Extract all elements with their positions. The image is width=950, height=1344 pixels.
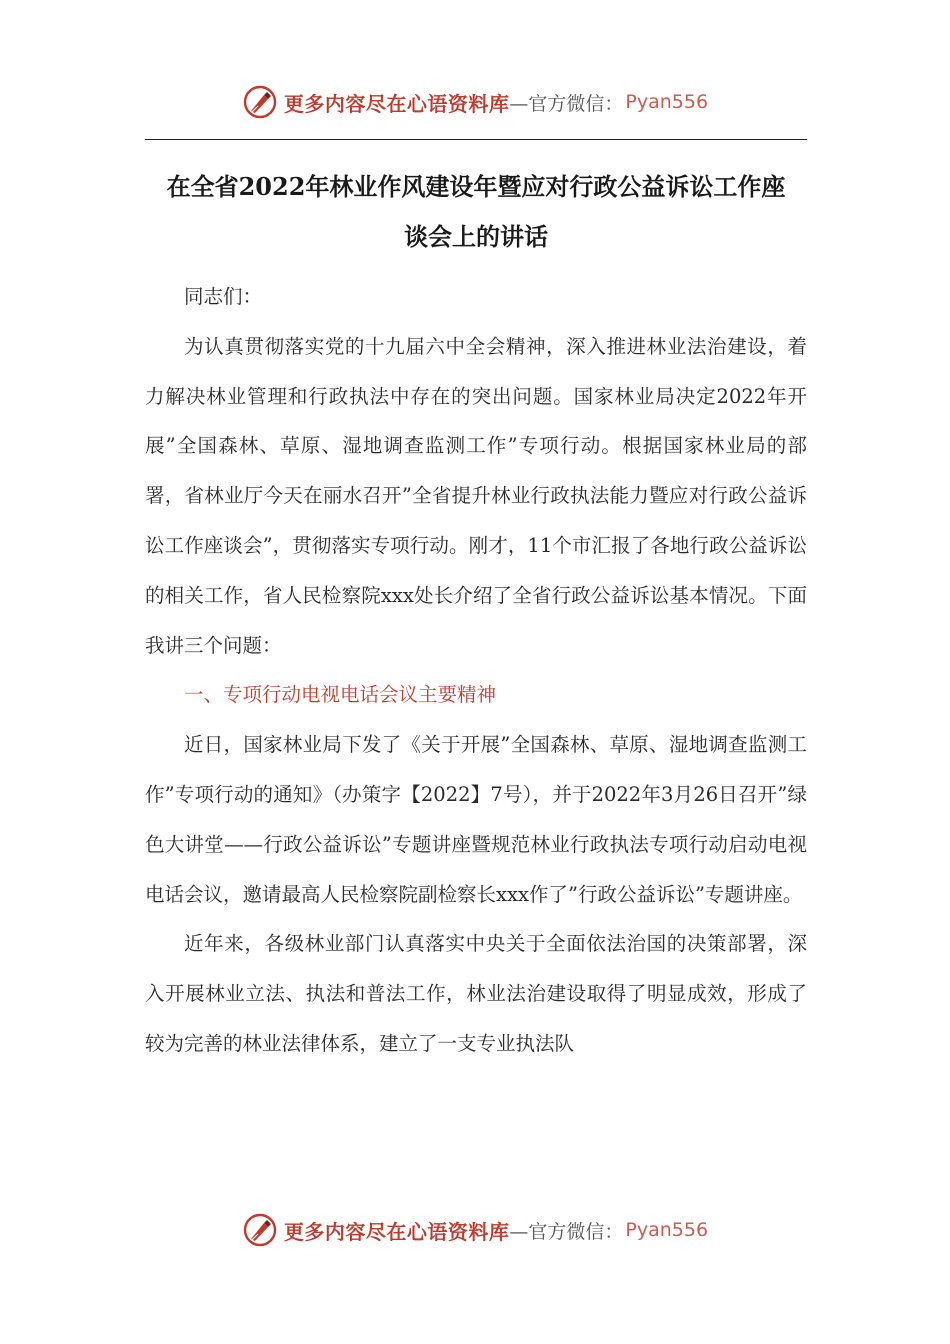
section-heading: 一、专项行动电视电话会议主要精神 xyxy=(184,683,497,707)
banner-site-name: 更多内容尽在心语资料库 xyxy=(283,91,510,116)
document-body xyxy=(145,272,807,1069)
pen-nib-logo-icon xyxy=(242,1212,278,1248)
title-line-1: 在全省2022年林业作风建设年暨应对行政公益诉讼工作座 xyxy=(166,172,786,201)
footer-wechat-label: —官方微信： xyxy=(509,1220,624,1243)
paragraph: 近日，国家林业局下发了《关于开展”全国森林、草原、湿地调查监测工作”专项行动的通知》（办策字【2022】7号），并于2022年3月26日召开”绿色大讲堂——行政公益诉讼”专题讲座暨规范林业行政执法专项行动启动电视电话会议，邀请最高人民检察院副检察长xxx作了”行政公益诉讼”专题讲座。 xyxy=(145,733,807,906)
paragraph: 为认真贯彻落实党的十九届六中全会精神，深入推进林业法治建设，着力解决林业管理和行政执法中存在的突出问题。国家林业局决定2022年开展”全国森林、草原、湿地调查监测工作”专项行动。根据国家林业局的部署，省林业厅今天在丽水召开”全省提升林业行政执法能力暨应对行政公益诉讼工作座谈会”，贯彻落实专项行动。刚才，11个市汇报了各地行政公益诉讼的相关工作，省人民检察院xxx处长介绍了全省行政公益诉讼基本情况。下面我讲三个问题： xyxy=(145,334,807,657)
footer-banner xyxy=(0,1208,950,1252)
document-title xyxy=(145,162,807,262)
banner-wechat-label: —官方微信： xyxy=(509,92,624,115)
pen-nib-logo-icon xyxy=(242,84,278,120)
footer-wechat-id: Pyan556 xyxy=(625,1219,709,1241)
header-banner xyxy=(0,80,950,124)
footer-site-name: 更多内容尽在心语资料库 xyxy=(283,1219,510,1244)
paragraph: 近年来，各级林业部门认真落实中央关于全面依法治国的决策部署，深入开展林业立法、执法和普法工作，林业法治建设取得了明显成效，形成了较为完善的林业法律体系，建立了一支专业执法队 xyxy=(145,932,807,1055)
banner-wechat-id: Pyan556 xyxy=(625,91,709,113)
header-divider xyxy=(145,139,807,140)
title-line-2: 谈会上的讲话 xyxy=(404,222,548,251)
greeting: 同志们： xyxy=(184,285,263,308)
